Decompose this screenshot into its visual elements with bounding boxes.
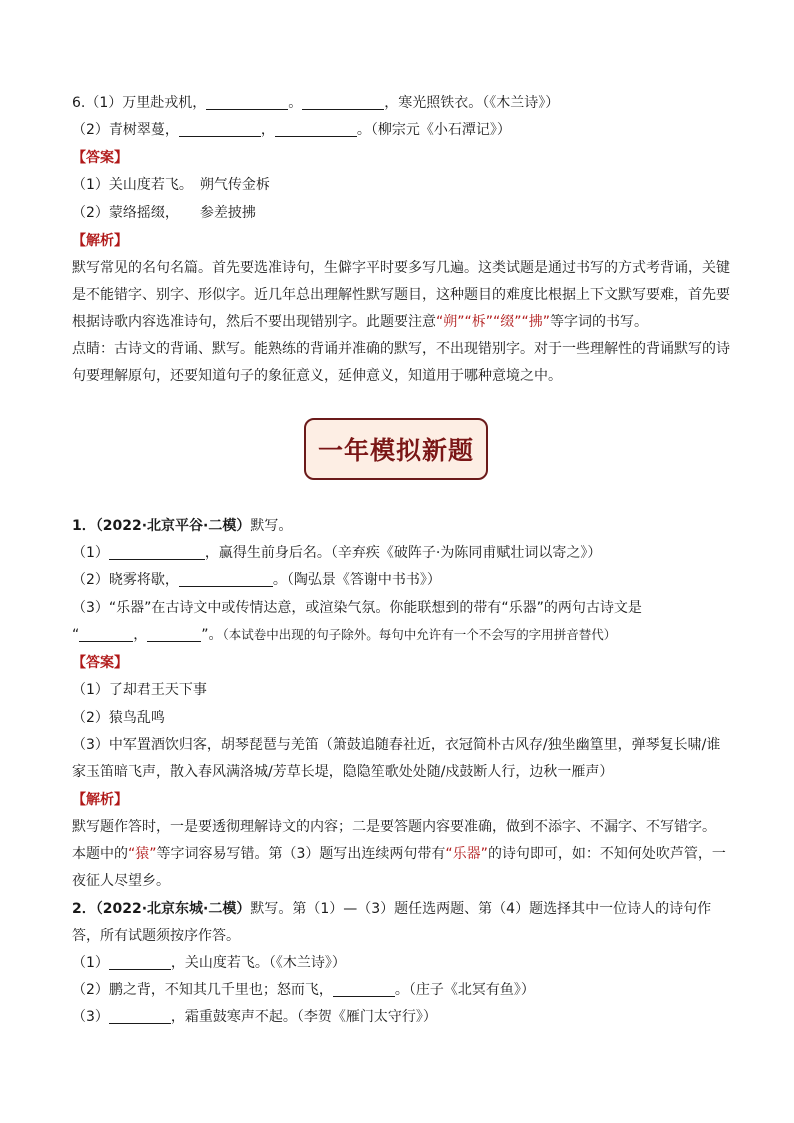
answer-blank [206, 93, 288, 110]
q1-line-1: （1） ，赢得生前身后名。（辛弃疾《破阵子·为陈同甫赋壮词以寄之》） [72, 545, 602, 561]
q1-answer-3: （3）中军置酒饮归客，胡琴琵琶与羌笛（箫鼓追随春社近，衣冠简朴古风存/独坐幽篁里，弹琴复长啸/谁家玉笛暗飞声，散入春风满洛城/芳草长堤，隐隐笙歌处处随/戍鼓断人行，边秋一雁声） [72, 737, 721, 780]
q1-answer-label: 【答案】 [72, 655, 128, 671]
q1-header: 1．（2022·北京平谷·二模）默写。 [72, 518, 293, 534]
answer-blank [302, 93, 384, 110]
answer-blank [275, 120, 357, 137]
q1-line-4: “ ， ”。（本试卷中出现的句子除外。每句中允许有一个不会写的字用拼音替代） [72, 627, 617, 643]
q1-line-3: （3）“乐器”在古诗文中或传情达意，或渲染气氛。你能联想到的带有“乐器”的两句古诗文是 [72, 600, 642, 616]
q2-line-2: （2）鹏之背，不知其几千里也；怒而飞， 。（庄子《北冥有鱼》） [72, 982, 535, 998]
q6-answer-1: （1）关山度若飞。 朔气传金柝 [72, 177, 270, 193]
q6-line-1: 6.（1）万里赴戎机， 。 ，寒光照铁衣。（《木兰诗》） [72, 95, 560, 111]
answer-blank [179, 570, 273, 587]
q1-answer-1: （1）了却君王天下事 [72, 682, 207, 698]
q1-analysis-label: 【解析】 [72, 792, 128, 808]
answer-blank [79, 625, 133, 642]
section-banner: 一年模拟新题 [304, 418, 488, 480]
answer-blank [333, 980, 395, 997]
q2-line-1: （1） ，关山度若飞。（《木兰诗》） [72, 955, 346, 971]
q2-header: 2．（2022·北京东城·二模）默写。第（1）—（3）题任选两题、第（4）题选择其中一位诗人的诗句作答，所有试题须按序作答。 [72, 901, 712, 944]
answer-blank [147, 625, 201, 642]
q6-line-2: （2）青树翠蔓， ， 。（柳宗元《小石潭记》） [72, 122, 511, 138]
answer-blank [109, 953, 171, 970]
q6-answer-2: （2）蒙络摇缀， 参差披拂 [72, 205, 256, 221]
q1-line-2: （2）晓雾将歇， 。（陶弘景《答谢中书书》） [72, 572, 441, 588]
answer-blank [109, 543, 205, 560]
answer-blank [179, 120, 261, 137]
q6-analysis-text: 默写常见的名句名篇。首先要选准诗句，生僻字平时要多写几遍。这类试题是通过书写的方式考背诵，关键是不能错字、别字、形似字。近几年总出理解性默写题目，这种题目的难度比根据上下文默写要难，首先要根据诗歌内容选准诗句，然后不要出现错别字。此题要注意“朔”“柝”“缀”“拂”等字词的书写。 点睛：古诗文的背诵、默写。能熟练的背诵并准确的默写，不出现错别字。对于一些理解性的背诵默写的诗句要理解原句，还要知道句子的象征意义，延伸意义，知道用于哪种意境之中。 [72, 260, 730, 384]
q6-answer-label: 【答案】 [72, 150, 128, 166]
q1-answer-2: （2）猿鸟乱鸣 [72, 710, 165, 726]
q6-analysis-label: 【解析】 [72, 233, 128, 249]
q2-line-3: （3） ，霜重鼓寒声不起。（李贺《雁门太守行》） [72, 1009, 437, 1025]
q1-analysis-text: 默写题作答时，一是要透彻理解诗文的内容；二是要答题内容要准确，做到不添字、不漏字、不写错字。 本题中的“猿”等字词容易写错。第（3）题写出连续两句带有“乐器”的诗句即可，如：不知何处吹芦管，一夜征人尽望乡。 [72, 819, 726, 889]
answer-blank [109, 1007, 171, 1024]
